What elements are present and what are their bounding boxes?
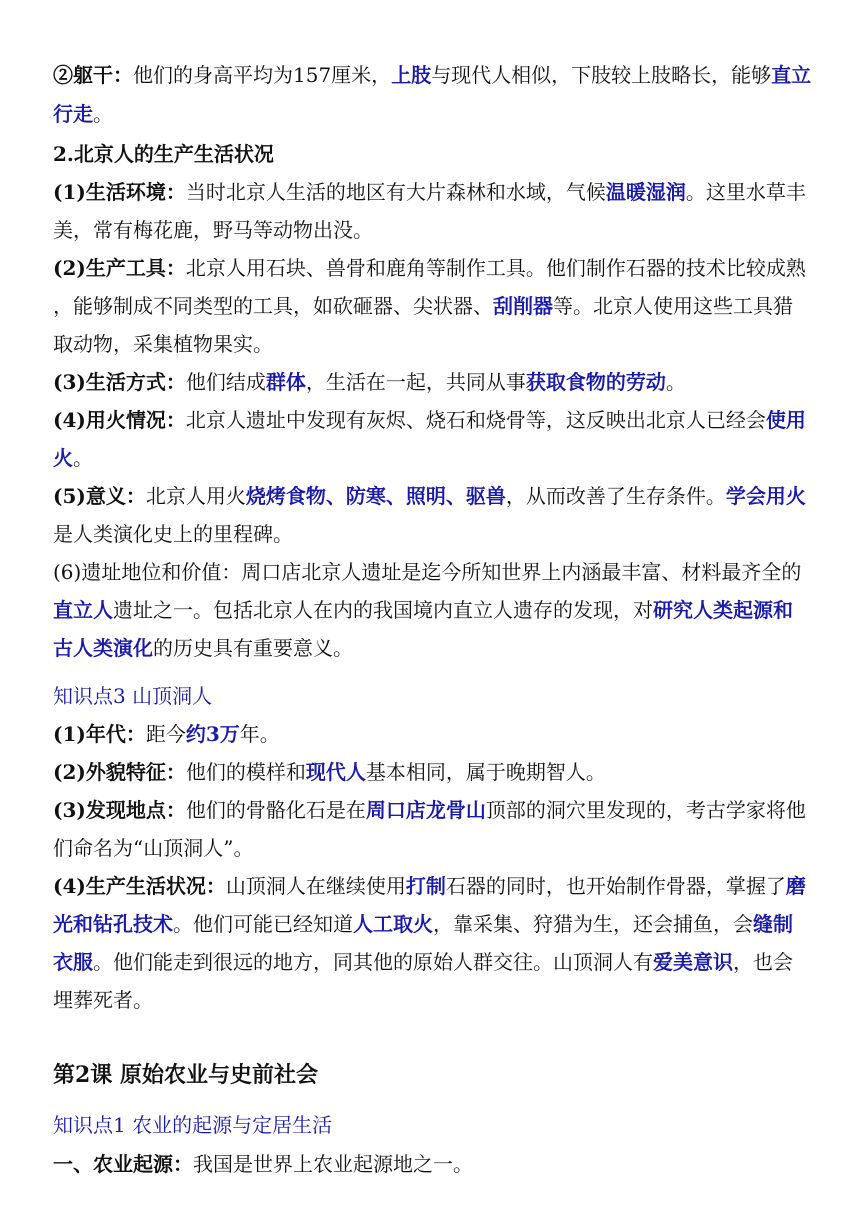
knowledge-point-1-heading: 知识点1 农业的起源与定居生活 xyxy=(53,1113,333,1137)
era-line: (1)年代：距今约3万年。 xyxy=(53,722,280,746)
tools-line-2: ，能够制成不同类型的工具，如砍砸器、尖状器、刮削器等。北京人使用这些工具猎 xyxy=(53,294,793,318)
lifestyle-line: (3)生活方式：他们结成群体，生活在一起，共同从事获取食物的劳动。 xyxy=(53,370,686,394)
fire-line-2: 火。 xyxy=(53,446,93,470)
site-line-3: 古人类演化的历史具有重要意义。 xyxy=(53,636,353,660)
looks-line: (2)外貌特征：他们的模样和现代人基本相同，属于晚期智人。 xyxy=(53,760,606,784)
found-line-2: 们命名为“山顶洞人”。 xyxy=(53,836,254,860)
production-line-4: 埋葬死者。 xyxy=(53,988,153,1012)
environment-line-1: (1)生活环境：当时北京人生活的地区有大片森林和水域，气候温暖湿润。这里水草丰 xyxy=(53,180,806,204)
tools-line-1: (2)生产工具：北京人用石块、兽骨和鹿角等制作工具。他们制作石器的技术比较成熟 xyxy=(53,256,806,280)
lesson-2-title: 第2课 原始农业与史前社会 xyxy=(53,1062,318,1088)
torso-line-2: 行走。 xyxy=(53,102,113,126)
section-heading: 2.北京人的生产生活状况 xyxy=(53,142,274,166)
environment-line-2: 美，常有梅花鹿，野马等动物出没。 xyxy=(53,218,373,242)
site-line-1: (6)遗址地位和价值：周口店北京人遗址是迄今所知世界上内涵最丰富、材料最齐全的 xyxy=(53,560,802,584)
fire-line-1: (4)用火情况：北京人遗址中发现有灰烬、烧石和烧骨等，这反映出北京人已经会使用 xyxy=(53,408,806,432)
torso-line-1: ②躯干：他们的身高平均为157厘米，上肢与现代人相似，下肢较上肢略长，能够直立 xyxy=(53,63,812,87)
tools-line-3: 取动物，采集植物果实。 xyxy=(53,332,273,356)
production-line-1: (4)生产生活状况：山顶洞人在继续使用打制石器的同时，也开始制作骨器，掌握了磨 xyxy=(53,874,806,898)
agriculture-origin-line: 一、农业起源：我国是世界上农业起源地之一。 xyxy=(53,1152,473,1176)
production-line-3: 衣服。他们能走到很远的地方，同其他的原始人群交往。山顶洞人有爱美意识，也会 xyxy=(53,950,793,974)
site-line-2: 直立人遗址之一。包括北京人在内的我国境内直立人遗存的发现，对研究人类起源和 xyxy=(53,598,793,622)
knowledge-point-3-heading: 知识点3 山顶洞人 xyxy=(53,684,213,708)
meaning-line-2: 是人类演化史上的里程碑。 xyxy=(53,522,293,546)
meaning-line-1: (5)意义：北京人用火烧烤食物、防寒、照明、驱兽，从而改善了生存条件。学会用火 xyxy=(53,484,806,508)
found-line-1: (3)发现地点：他们的骨骼化石是在周口店龙骨山顶部的洞穴里发现的，考古学家将他 xyxy=(53,798,806,822)
production-line-2: 光和钻孔技术。他们可能已经知道人工取火，靠采集、狩猎为生，还会捕鱼，会缝制 xyxy=(53,912,793,936)
